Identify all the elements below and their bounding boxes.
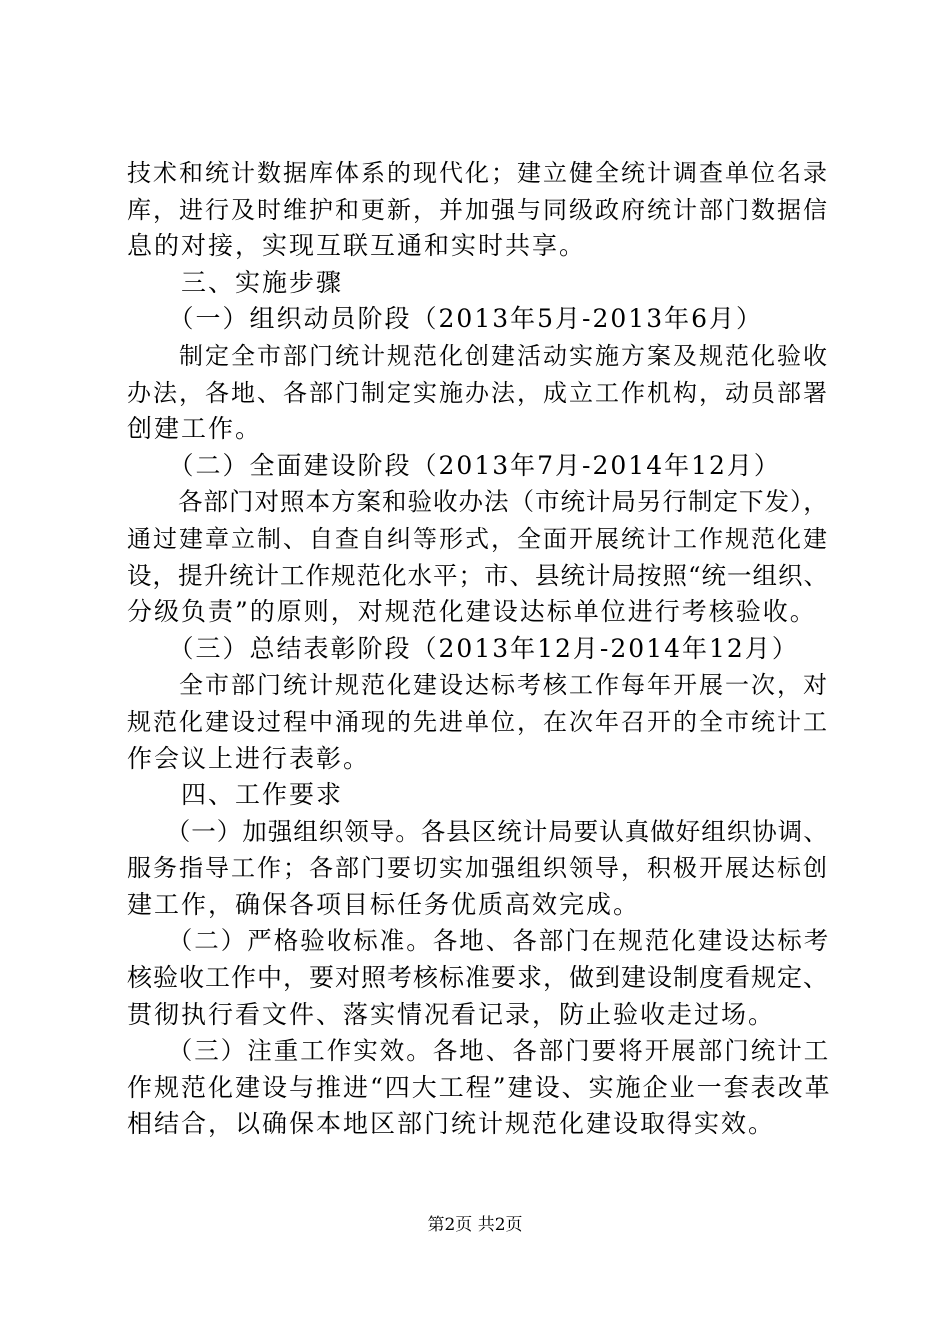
section-heading: 三、实施步骤 [127,267,344,297]
text-line: 制定全市部门统计规范化创建活动实施方案及规范化验收 [127,341,829,370]
document-body [127,155,837,1143]
text-line: 设，提升统计工作规范化水平；市、县统计局按照“统一组织、 [127,560,830,590]
text-line: 办法，各地、各部门制定实施办法，成立工作机构，动员部署 [127,378,829,407]
text-line: 分级负责”的原则，对规范化建设达标单位进行考核验收。 [127,597,817,627]
text-line: 创建工作。 [127,414,263,444]
text-line: 作会议上进行表彰。 [127,743,371,773]
text-line: 库，进行及时维护和更新，并加强与同级政府统计部门数据信 [127,195,829,224]
page-footer: 第2页 共2页 [427,1215,523,1235]
text-line: （一）加强组织领导。各县区统计局要认真做好组织协调、 [127,816,829,846]
section-heading: 四、工作要求 [127,780,344,810]
text-line: 作规范化建设与推进“四大工程”建设、实施企业一套表改革 [127,1072,832,1102]
subsection-heading: （二）全面建设阶段（2013年7月-2014年12月） [127,450,781,480]
text-line: 相结合，以确保本地区部门统计规范化建设取得实效。 [127,1109,776,1139]
text-line: 服务指导工作；各部门要切实加强组织领导，积极开展达标创 [127,854,829,883]
text-line: 全市部门统计规范化建设达标考核工作每年开展一次，对 [127,671,829,700]
subsection-heading: （一）组织动员阶段（2013年5月-2013年6月） [127,304,764,334]
text-line: 技术和统计数据库体系的现代化；建立健全统计调查单位名录 [127,159,829,187]
text-line: 贯彻执行看文件、落实情况看记录，防止验收走过场。 [127,999,776,1029]
text-line: （三）注重工作实效。各地、各部门要将开展部门统计工 [127,1036,831,1066]
text-line: 规范化建设过程中涌现的先进单位，在次年召开的全市统计工 [127,707,829,736]
text-line: 核验收工作中，要对照考核标准要求，做到建设制度看规定、 [127,963,830,993]
subsection-heading: （三）总结表彰阶段（2013年12月-2014年12月） [127,633,799,663]
text-line: 息的对接，实现互联互通和实时共享。 [127,231,587,261]
text-line: 建工作，确保各项目标任务优质高效完成。 [127,889,641,919]
text-line: 通过建章立制、自查自纠等形式，全面开展统计工作规范化建 [127,524,829,553]
text-line: 各部门对照本方案和验收办法（市统计局另行制定下发）， [127,487,829,517]
text-line: （二）严格验收标准。各地、各部门在规范化建设达标考 [127,926,831,956]
